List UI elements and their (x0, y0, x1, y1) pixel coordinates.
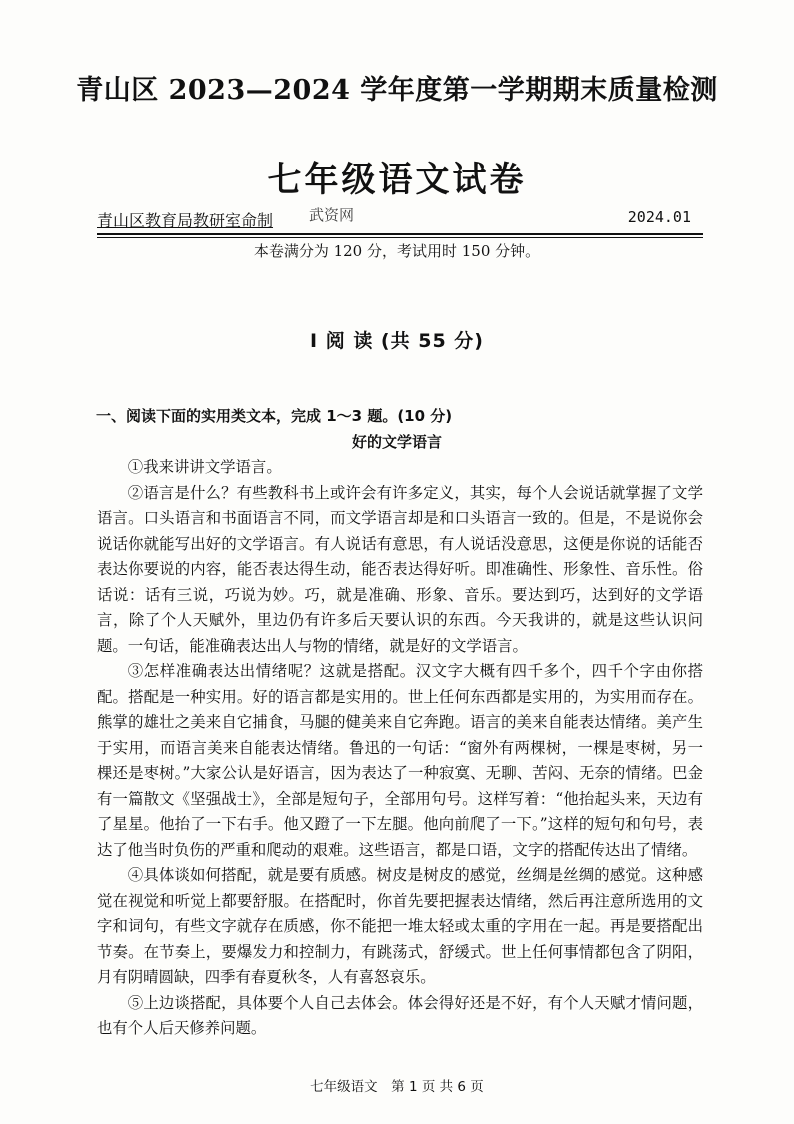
exam-note: 本卷满分为 120 分，考试用时 150 分钟。 (253, 242, 541, 260)
exam-main-title: 青山区 2023—2024 学年度第一学期期末质量检测 (76, 75, 718, 106)
header-divider-thin (97, 237, 703, 238)
paragraph: ④具体谈如何搭配，就是要有质感。树皮是树皮的感觉，丝绸是丝绸的感觉。这种感觉在视觉和听觉上都要舒服。在搭配时，你首先要把握表达情绪，然后再注意所选用的文字和词句，有些文字就存在质感，你不能把一堆太轻或太重的字用在一起。再是要搭配出节奏。在节奏上，要爆发力和控制力，有跳荡式，舒缓式。世上任何事情都包含了阴阳，月有阴晴圆缺，四季有春夏秋冬，人有喜怒哀乐。 (97, 866, 703, 986)
article-title: 好的文学语言 (351, 433, 442, 451)
header-divider-thick (97, 233, 703, 235)
question-instruction: 一、阅读下面的实用类文本，完成 1～3 题。(10 分) (96, 407, 453, 425)
part-heading: Ⅰ 阅 读 (共 55 分) (310, 330, 484, 352)
exam-date: 2024.01 (627, 208, 691, 226)
watermark-text: 武资网 (309, 206, 355, 224)
paragraph: ②语言是什么？有些教科书上或许会有许多定义，其实，每个人会说话就掌握了文学语言。口头语言和书面语言不同，而文学语言却是和口头语言一致的。但是，不是说你会说话你就能写出好的文学语言。有人说话有意思，有人说话没意思，这便是你说的话能否表达你要说的内容，能否表达得生动，能否表达得好听。即准确性、形象性、音乐性。俗话说：话有三说，巧说为妙。巧，就是准确、形象、音乐。要达到巧，达到好的文学语言，除了个人天赋外，里边仍有许多后天要认识的东西。今天我讲的，就是这些认识问题。一句话，能准确表达出人与物的情绪，就是好的文学语言。 (97, 483, 703, 655)
paragraph: ③怎样准确表达出情绪呢？这就是搭配。汉文字大概有四千多个，四千个字由你搭配。搭配是一种实用。好的语言都是实用的。世上任何东西都是实用的，为实用而存在。熊掌的雄壮之美来自它捕食，马腿的健美来自它奔跑。语言的美来自能表达情绪。美产生于实用，而语言美来自能表达情绪。鲁迅的一句话：“窗外有两棵树，一棵是枣树，另一棵还是枣树。”大家公认是好语言，因为表达了一种寂寞、无聊、苦闷、无奈的情绪。巴金有一篇散文《坚强战士》，全部是短句子，全部用句号。这样写着：“他抬起头来，天边有了星星。他抬了一下右手。他又蹬了一下左腿。他向前爬了一下。”这样的短句和句号，表达了他当时负伤的严重和爬动的艰难。这些语言，都是口语，文字的搭配传达出了情绪。 (97, 662, 703, 859)
article-body (97, 455, 703, 1042)
paragraph: ①我来讲讲文学语言。 (127, 458, 282, 476)
subject-title: 七年级语文试卷 (267, 160, 527, 200)
paragraph: ⑤上边谈搭配，具体要个人自己去体会。体会得好还是不好，有个人天赋才情问题，也有个人后天修养问题。 (97, 993, 703, 1037)
publisher-name: 青山区教育局教研室命制 (97, 211, 274, 230)
page-footer: 七年级语文 第 1 页 共 6 页 (310, 1079, 484, 1095)
publisher-row (97, 208, 703, 232)
